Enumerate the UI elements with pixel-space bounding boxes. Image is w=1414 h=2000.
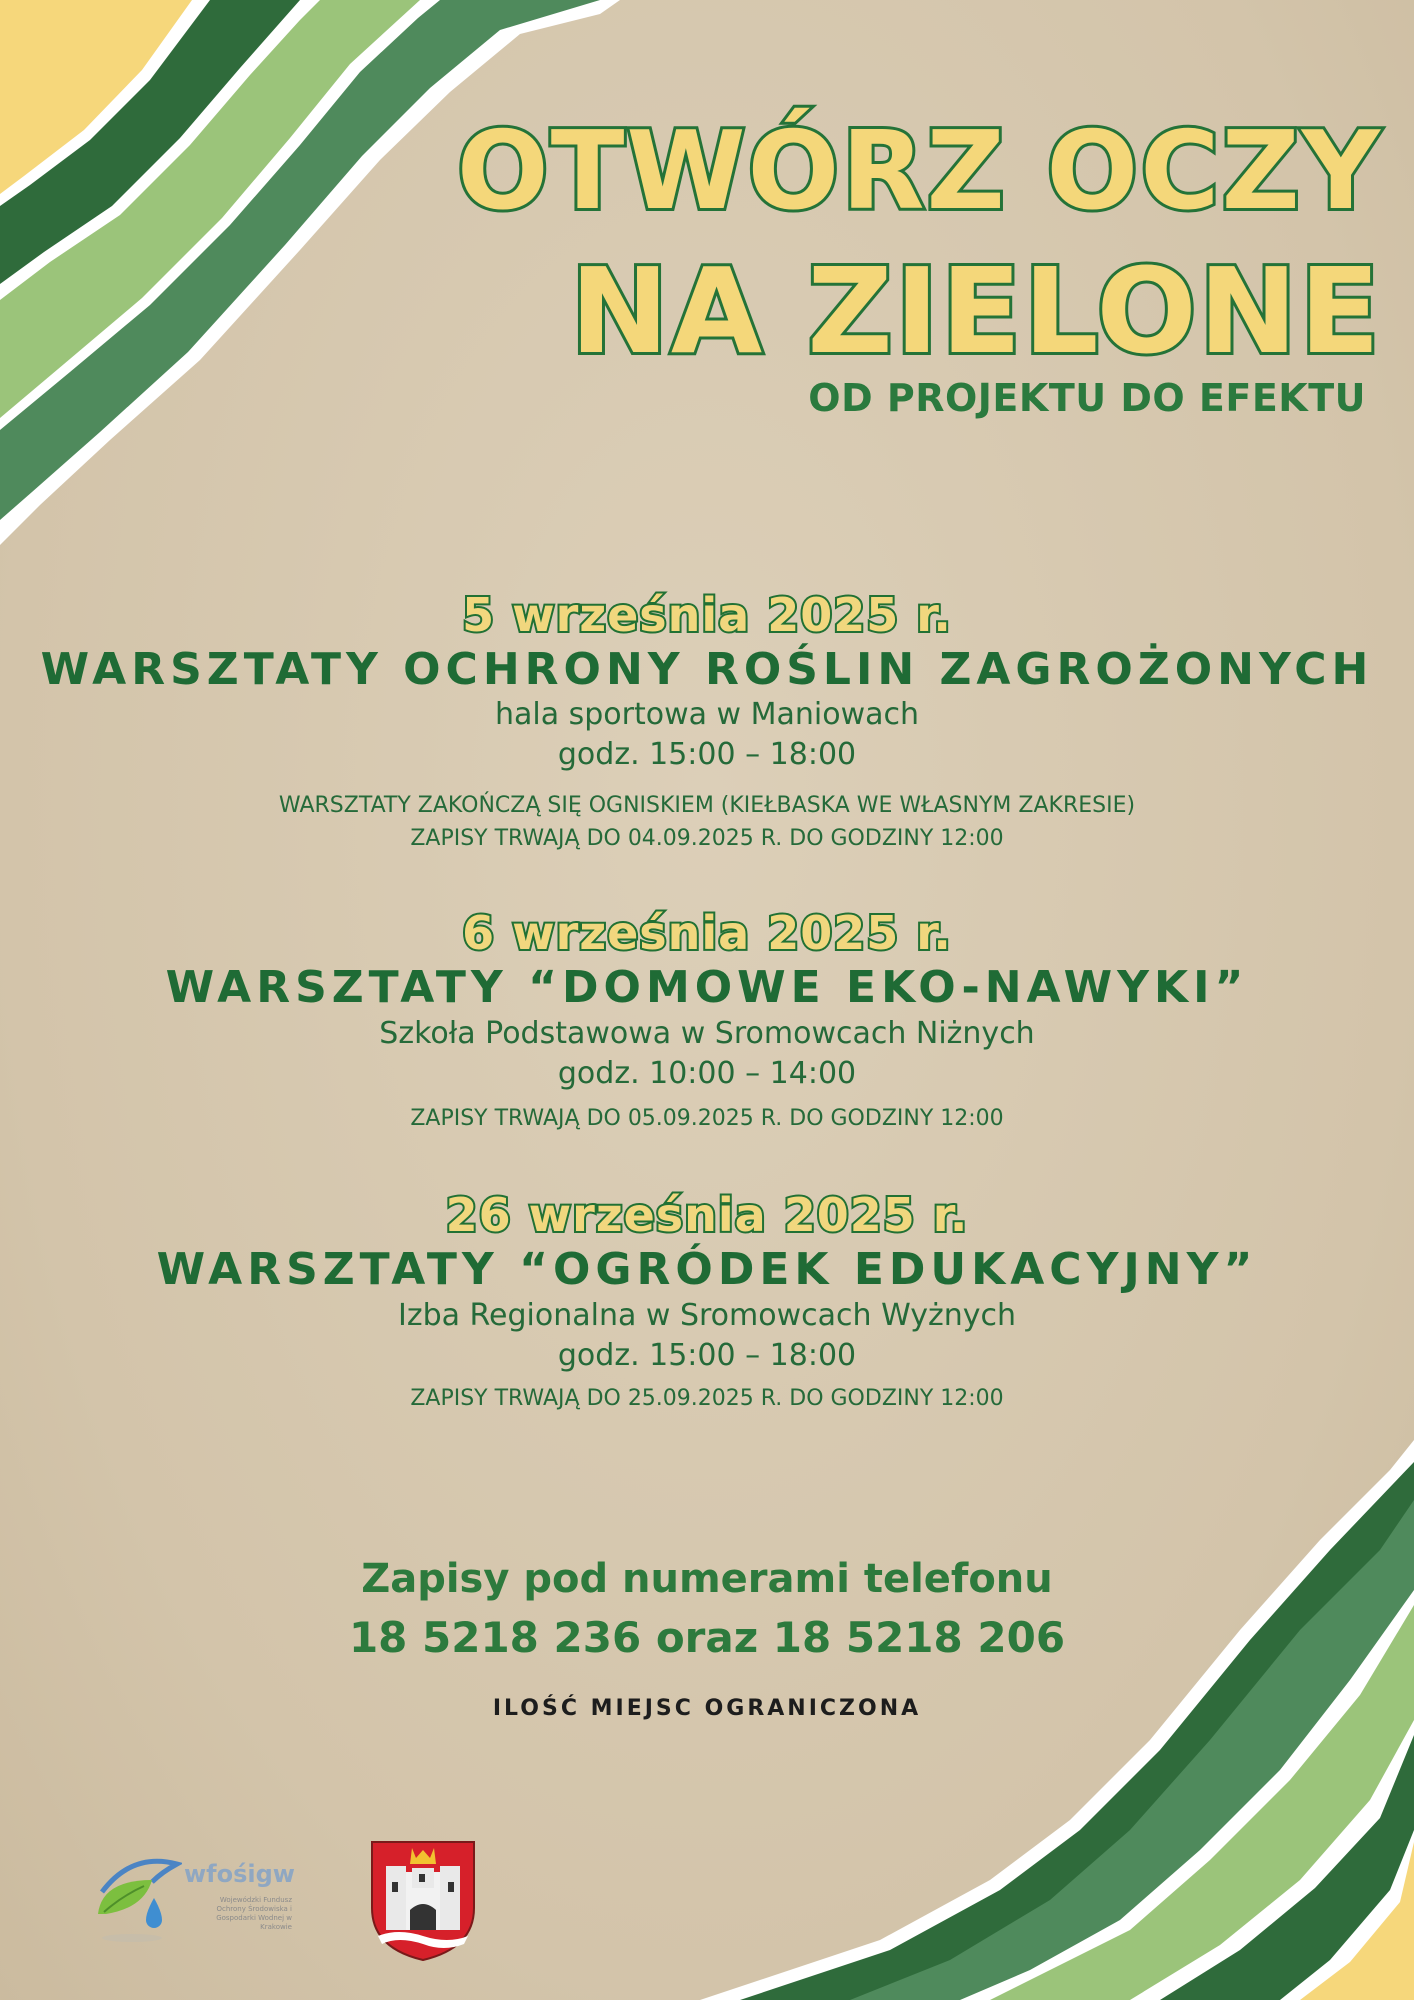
event-3-title: WARSZTATY “OGRÓDEK EDUKACYJNY”	[156, 1244, 1258, 1295]
event-3-date: 26 września 2025 r.	[445, 1188, 969, 1242]
event-2-title: WARSZTATY “DOMOWE EKO-NAWYKI”	[165, 962, 1249, 1013]
poster-title-line2: NA ZIELONE	[570, 242, 1382, 380]
event-1-title: WARSZTATY OCHRONY ROŚLIN ZAGROŻONYCH	[40, 644, 1374, 695]
event-3-place: Izba Regionalna w Sromowcach Wyżnych	[397, 1298, 1016, 1333]
event-1-place: hala sportowa w Maniowach	[494, 697, 920, 732]
wfosigw-logo	[92, 1852, 295, 1952]
limited-places-notice: ILOŚĆ MIEJSC OGRANICZONA	[492, 1696, 922, 1721]
top-left-stripes-decoration	[0, 0, 640, 560]
event-2-signup: ZAPISY TRWAJĄ DO 05.09.2025 R. DO GODZINY 12:00	[410, 1106, 1004, 1131]
wfosigw-full-name: Wojewódzki Fundusz Ochrony Środowiska i Gospodarki Wodnej w Krakowie	[216, 1896, 292, 1931]
leaf-water-drop-icon	[92, 1852, 182, 1947]
event-1-note: WARSZTATY ZAKOŃCZĄ SIĘ OGNISKIEM (KIEŁBASKA WE WŁASNYM ZAKRESIE)	[278, 793, 1136, 818]
wfosigw-name: wfośigw	[184, 1860, 295, 1888]
poster-subtitle: OD PROJEKTU DO EFEKTU	[808, 376, 1366, 420]
event-2-place: Szkoła Podstawowa w Sromowcach Niżnych	[379, 1016, 1035, 1051]
event-1-date: 5 września 2025 r.	[462, 588, 952, 642]
signup-phone-numbers: 18 5218 236 oraz 18 5218 206	[348, 1613, 1066, 1662]
event-3-signup: ZAPISY TRWAJĄ DO 25.09.2025 R. DO GODZINY 12:00	[410, 1386, 1004, 1411]
municipal-coat-of-arms-icon	[368, 1838, 478, 1964]
poster-title-line1: OTWÓRZ OCZY	[456, 109, 1382, 234]
event-2-date: 6 września 2025 r.	[462, 906, 952, 960]
event-1-signup: ZAPISY TRWAJĄ DO 04.09.2025 R. DO GODZINY 12:00	[410, 826, 1004, 851]
event-3-hours: godz. 15:00 – 18:00	[557, 1338, 857, 1373]
event-1-hours: godz. 15:00 – 18:00	[557, 737, 857, 772]
event-2-hours: godz. 10:00 – 14:00	[557, 1056, 857, 1091]
signup-phone-heading: Zapisy pod numerami telefonu	[361, 1556, 1053, 1602]
